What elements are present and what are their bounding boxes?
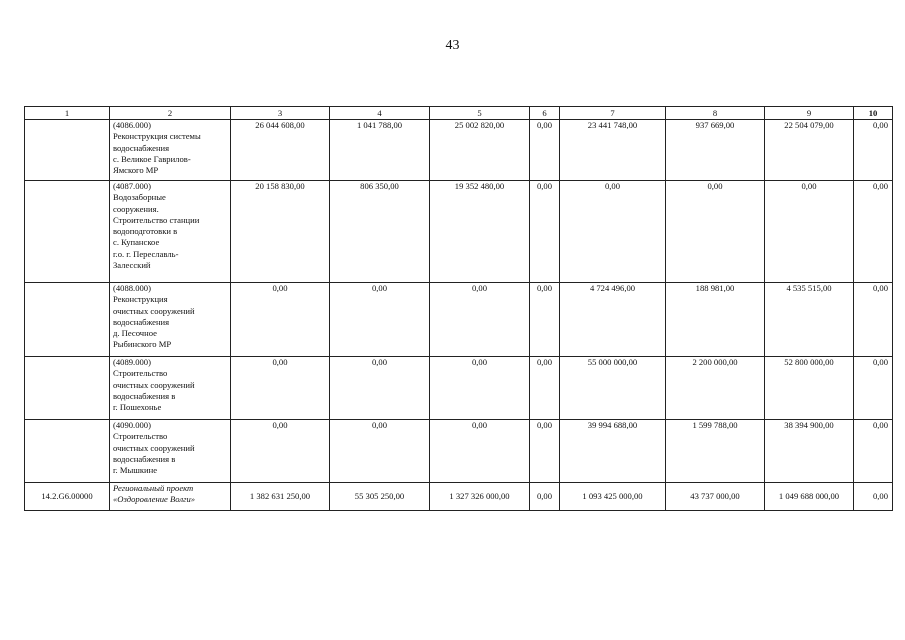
- row-value-col-4: 55 305 250,00: [330, 483, 430, 511]
- table-row: [25, 483, 893, 511]
- row-value-col-5: 0,00: [430, 420, 530, 483]
- row-name-line: (4088.000): [113, 283, 151, 293]
- row-value-col-7: 23 441 748,00: [560, 120, 666, 181]
- row-value-col-4: 1 041 788,00: [330, 120, 430, 181]
- row-value-col-4: 806 350,00: [330, 181, 430, 283]
- row-value-col-10: 0,00: [854, 483, 893, 511]
- row-name-line: г. Мышкине: [113, 465, 158, 476]
- row-value-col-9: 22 504 079,00: [765, 120, 854, 181]
- row-value-col-6: 0,00: [530, 181, 560, 283]
- row-name-line: «Оздоровление Волги»: [113, 494, 196, 505]
- row-value-col-7: 0,00: [560, 181, 666, 283]
- row-value-col-5: 1 327 326 000,00: [430, 483, 530, 511]
- header-col-4: 4: [330, 107, 430, 120]
- row-value-col-8: 0,00: [666, 181, 765, 283]
- row-name-line: Водозаборные: [113, 192, 166, 203]
- row-name-line: водоподготовки в: [113, 226, 178, 237]
- row-name-line: г. Пошехонье: [113, 402, 162, 413]
- row-value-col-4: 0,00: [330, 357, 430, 420]
- row-value-col-6: 0,00: [530, 283, 560, 357]
- row-name-line: (4089.000): [113, 357, 151, 367]
- row-value-col-5: 25 002 820,00: [430, 120, 530, 181]
- row-value-col-10: 0,00: [854, 420, 893, 483]
- row-name-line: водоснабжения: [113, 142, 170, 153]
- row-value-col-3: 0,00: [231, 420, 330, 483]
- row-value-col-6: 0,00: [530, 120, 560, 181]
- row-value-col-10: 0,00: [854, 120, 893, 181]
- row-name-line: Ямского МР: [113, 165, 159, 176]
- row-name-line: Реконструкция: [113, 294, 168, 305]
- row-value-col-7: 39 994 688,00: [560, 420, 666, 483]
- row-code-cell: [25, 120, 110, 181]
- row-code-cell: 14.2.G6.00000: [25, 483, 110, 511]
- row-value-col-3: 20 158 830,00: [231, 181, 330, 283]
- row-value-col-7: 55 000 000,00: [560, 357, 666, 420]
- row-name-cell: [110, 420, 231, 483]
- row-name-line: д. Песочное: [113, 328, 157, 339]
- row-name-line: водоснабжения в: [113, 390, 176, 401]
- row-code-cell: [25, 181, 110, 283]
- row-value-col-9: 4 535 515,00: [765, 283, 854, 357]
- row-value-col-7: 1 093 425 000,00: [560, 483, 666, 511]
- row-value-col-5: 0,00: [430, 357, 530, 420]
- row-value-col-10: 0,00: [854, 357, 893, 420]
- row-name-line: Рыбинского МР: [113, 339, 172, 350]
- page-number: 43: [445, 38, 460, 53]
- row-name-cell: [110, 120, 231, 181]
- row-code-cell: [25, 420, 110, 483]
- header-col-7: 7: [560, 107, 666, 120]
- header-col-2: 2: [110, 107, 231, 120]
- header-col-10: 10: [854, 107, 893, 120]
- row-name-line: сооружения.: [113, 203, 159, 214]
- row-value-col-3: 0,00: [231, 283, 330, 357]
- row-value-col-10: 0,00: [854, 283, 893, 357]
- header-col-6: 6: [530, 107, 560, 120]
- header-col-5: 5: [430, 107, 530, 120]
- row-value-col-8: 1 599 788,00: [666, 420, 765, 483]
- row-name-line: г.о. г. Переславль-: [113, 248, 179, 259]
- row-name-cell: [110, 357, 231, 420]
- row-name-line: очистных сооружений: [113, 442, 195, 453]
- row-value-col-4: 0,00: [330, 420, 430, 483]
- table-row: [25, 283, 893, 357]
- row-value-col-6: 0,00: [530, 483, 560, 511]
- row-name-line: Строительство: [113, 368, 168, 379]
- row-name-line: очистных сооружений: [113, 305, 195, 316]
- header-col-8: 8: [666, 107, 765, 120]
- row-name-cell: [110, 283, 231, 357]
- row-value-col-9: 0,00: [765, 181, 854, 283]
- row-value-col-8: 2 200 000,00: [666, 357, 765, 420]
- row-code-cell: [25, 283, 110, 357]
- row-name-line: с. Купанское: [113, 237, 160, 248]
- header-col-9: 9: [765, 107, 854, 120]
- row-value-col-5: 0,00: [430, 283, 530, 357]
- row-value-col-5: 19 352 480,00: [430, 181, 530, 283]
- row-name-line: с. Великое Гаврилов-: [113, 153, 191, 164]
- row-value-col-3: 0,00: [231, 357, 330, 420]
- header-col-1: 1: [25, 107, 110, 120]
- row-name-cell: [110, 483, 231, 511]
- row-name-line: Строительство: [113, 431, 168, 442]
- row-value-col-4: 0,00: [330, 283, 430, 357]
- row-name-line: Реконструкция системы: [113, 131, 201, 142]
- row-value-col-3: 26 044 608,00: [231, 120, 330, 181]
- row-name-line: (4087.000): [113, 181, 151, 191]
- row-value-col-9: 38 394 900,00: [765, 420, 854, 483]
- row-name-line: водоснабжения в: [113, 453, 176, 464]
- row-value-col-8: 43 737 000,00: [666, 483, 765, 511]
- row-name-line: водоснабжения: [113, 316, 170, 327]
- table-row: [25, 420, 893, 483]
- row-name-line: Региональный проект: [113, 483, 194, 493]
- row-name-line: очистных сооружений: [113, 379, 195, 390]
- header-row: [25, 107, 893, 120]
- row-value-col-3: 1 382 631 250,00: [231, 483, 330, 511]
- table-row: [25, 181, 893, 283]
- table-row: [25, 357, 893, 420]
- row-value-col-6: 0,00: [530, 420, 560, 483]
- row-value-col-7: 4 724 496,00: [560, 283, 666, 357]
- row-value-col-9: 1 049 688 000,00: [765, 483, 854, 511]
- row-name-line: (4090.000): [113, 420, 151, 430]
- budget-table: [24, 106, 893, 511]
- row-value-col-8: 188 981,00: [666, 283, 765, 357]
- row-value-col-8: 937 669,00: [666, 120, 765, 181]
- row-value-col-9: 52 800 000,00: [765, 357, 854, 420]
- row-value-col-10: 0,00: [854, 181, 893, 283]
- row-name-cell: [110, 181, 231, 283]
- row-value-col-6: 0,00: [530, 357, 560, 420]
- table-body: [25, 120, 893, 511]
- table-row: [25, 120, 893, 181]
- header-col-3: 3: [231, 107, 330, 120]
- row-name-line: (4086.000): [113, 120, 151, 130]
- row-name-line: Строительство станции: [113, 214, 200, 225]
- row-name-line: Залесский: [113, 260, 151, 271]
- row-code-cell: [25, 357, 110, 420]
